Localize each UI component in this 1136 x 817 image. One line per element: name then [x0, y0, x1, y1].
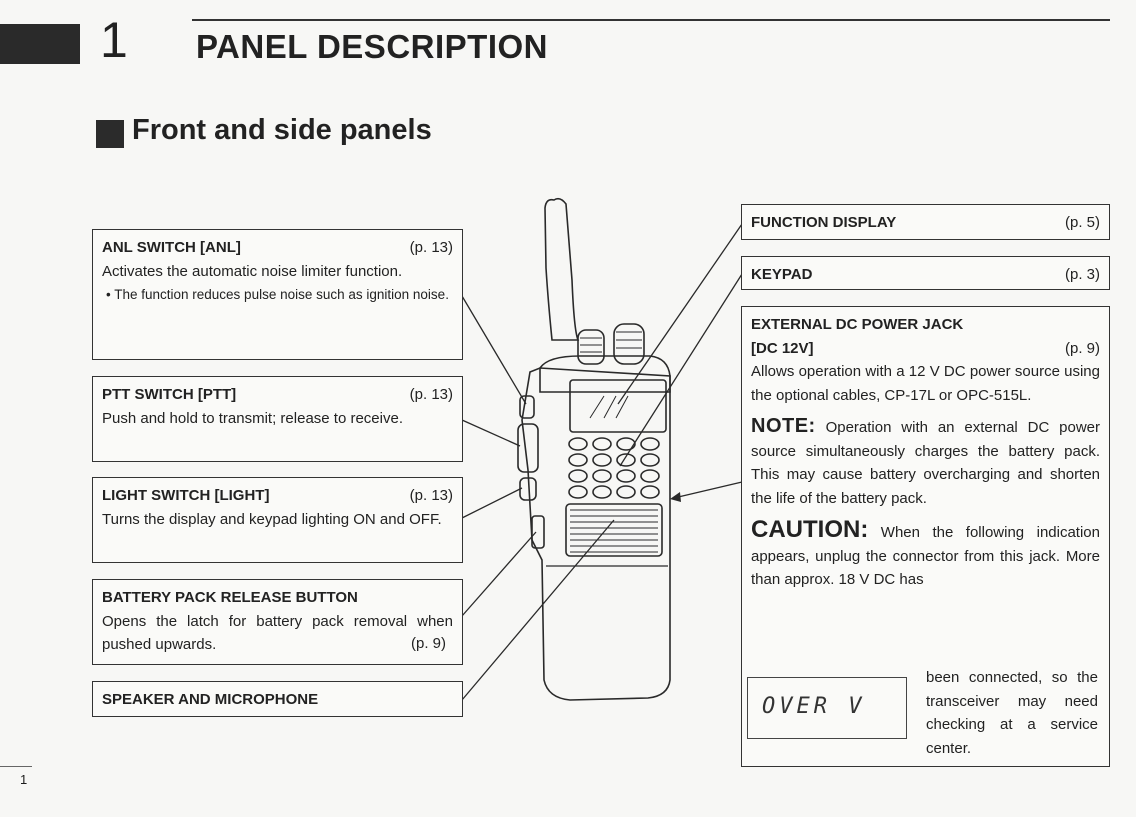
caution-label: CAUTION: — [751, 516, 869, 543]
ptt-switch-description: Push and hold to transmit; release to receive. — [102, 409, 403, 427]
battery-release-heading: BATTERY PACK RELEASE BUTTON — [102, 589, 358, 606]
function-display-heading: FUNCTION DISPLAY — [751, 214, 897, 231]
keypad-keys — [569, 438, 659, 498]
dc-jack-callout — [741, 306, 1110, 767]
note-label: NOTE: — [751, 415, 816, 437]
anl-switch-page-ref: (p. 13) — [409, 239, 453, 256]
antenna — [545, 199, 578, 340]
ptt-switch-callout — [92, 376, 463, 462]
light-switch-page-ref: (p. 13) — [409, 487, 453, 504]
light-switch-description: Turns the display and keypad lighting ON and OFF. — [102, 510, 442, 528]
page-title: PANEL DESCRIPTION — [196, 28, 548, 65]
keypad-heading: KEYPAD — [751, 266, 813, 283]
caution-tail: been connected, so the transceiver may need checking at a service center. — [926, 669, 1098, 757]
light-switch-callout — [92, 477, 463, 563]
speaker-mic-heading: SPEAKER AND MICROPHONE — [102, 691, 319, 708]
anl-switch-heading: ANL SWITCH [ANL] — [102, 239, 241, 256]
battery-release-callout — [92, 579, 463, 665]
function-display — [570, 380, 666, 432]
anl-switch-note: • The function reduces pulse noise such as ignition noise. — [106, 287, 449, 302]
anl-switch-callout — [92, 229, 463, 360]
battery-release-page-ref: (p. 9) — [410, 634, 446, 652]
function-display-callout — [741, 204, 1110, 240]
dc-jack-caution — [751, 518, 1100, 592]
dc-jack-description: Allows operation with a 12 V DC power source using the optional cables, CP-17L or OPC-515L. — [751, 363, 1100, 404]
speaker-mic-callout — [92, 681, 463, 717]
footer-rule — [0, 766, 32, 767]
section-title: Front and side panels — [132, 114, 432, 146]
caution-text: When the following indication appears, unplug the connector from this jack. More than approx. 18 V DC has — [751, 524, 1100, 588]
dc-jack-page-ref: (p. 9) — [1064, 339, 1100, 357]
function-display-page-ref: (p. 5) — [1064, 214, 1100, 231]
knob-right — [614, 324, 644, 364]
ptt-switch-heading: PTT SWITCH [PTT] — [102, 386, 237, 403]
keypad-callout — [741, 256, 1110, 290]
chapter-number: 1 — [100, 12, 128, 68]
knob-left — [578, 330, 604, 364]
dc-jack-heading-line1: EXTERNAL DC POWER JACK — [751, 316, 964, 333]
arrowhead-icon — [670, 492, 681, 502]
dc-jack-heading-line2: [DC 12V] — [751, 339, 814, 357]
page-number: 1 — [20, 772, 28, 787]
light-switch-heading: LIGHT SWITCH [LIGHT] — [102, 487, 270, 504]
anl-switch-description: Activates the automatic noise limiter function. — [102, 262, 403, 280]
over-voltage-lcd: OVER V — [747, 677, 907, 739]
note-text: Operation with an external DC power source simultaneously charges the battery pack. This may cause battery overcharging and shorten the life of the battery pack. — [751, 419, 1100, 507]
speaker-grille — [566, 504, 662, 556]
battery-release-description: Opens the latch for battery pack removal when pushed upwards. — [102, 612, 453, 653]
ptt-switch-page-ref: (p. 13) — [409, 386, 453, 403]
dc-jack-note — [751, 415, 1100, 510]
keypad-page-ref: (p. 3) — [1064, 266, 1100, 283]
